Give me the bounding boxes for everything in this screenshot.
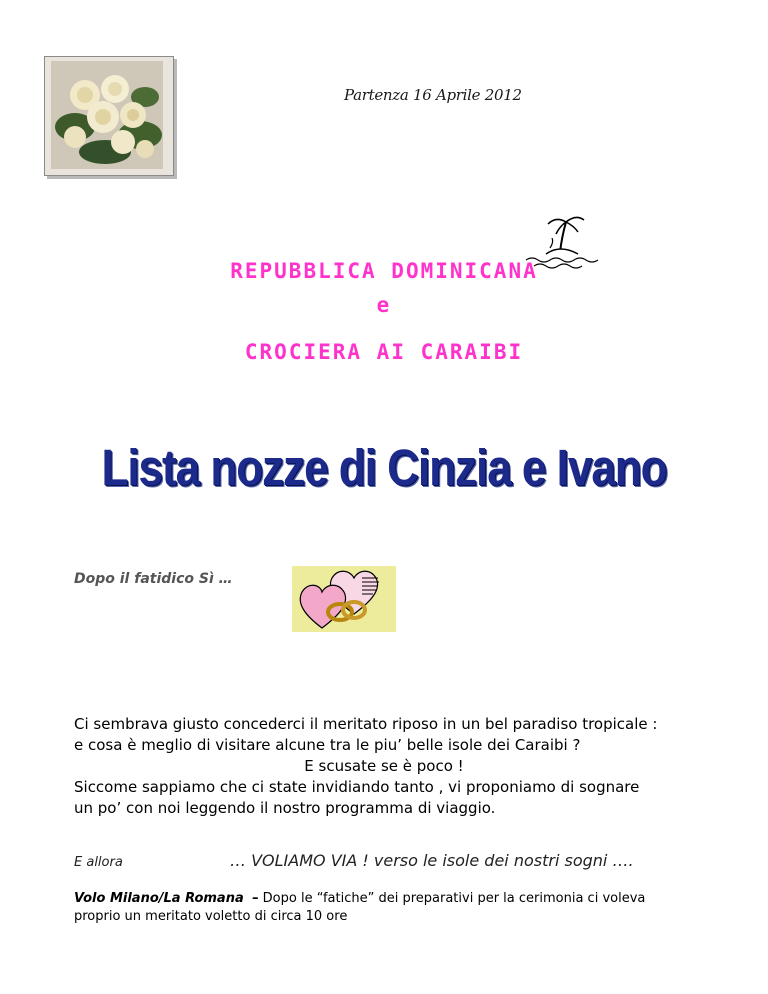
body-paragraph-line: Siccome sappiamo che ci state invidiando tanto , vi proponiamo di sognare: [74, 778, 640, 796]
allora-text: E allora: [74, 855, 123, 870]
body-paragraph-line: un po’ con noi leggendo il nostro programma di viaggio.: [74, 799, 496, 817]
flight-label: Volo Milano/La Romana: [74, 891, 244, 906]
flight-description-line-2: proprio un meritato voletto di circa 10 ore: [74, 909, 348, 924]
roses-photo: [44, 56, 174, 176]
body-paragraph-line: e cosa è meglio di visitare alcune tra le piu’ belle isole dei Caraibi ?: [74, 736, 581, 754]
title-line-3: CROCIERA AI CARAIBI: [244, 340, 524, 364]
title-line-1: REPUBBLICA DOMINICANA: [230, 259, 538, 283]
main-heading: Lista nozze di Cinzia e Ivano: [101, 440, 667, 497]
body-paragraph-line: Ci sembrava giusto concederci il meritato riposo in un bel paradiso tropicale :: [74, 715, 658, 733]
flight-description: [74, 890, 645, 908]
intro-text: Dopo il fatidico Sì …: [74, 571, 233, 587]
title-line-2: e: [376, 293, 392, 317]
flight-dash: –: [252, 891, 259, 906]
flight-text: Dopo le “fatiche” dei preparativi per la cerimonia ci voleva: [262, 891, 646, 906]
hearts-rings-icon: [292, 564, 398, 638]
body-paragraph-line: E scusate se è poco !: [304, 757, 464, 775]
departure-date: Partenza 16 Aprile 2012: [344, 86, 522, 104]
voliamo-via-text: … VOLIAMO VIA ! verso le isole dei nostri sogni ….: [230, 851, 634, 870]
